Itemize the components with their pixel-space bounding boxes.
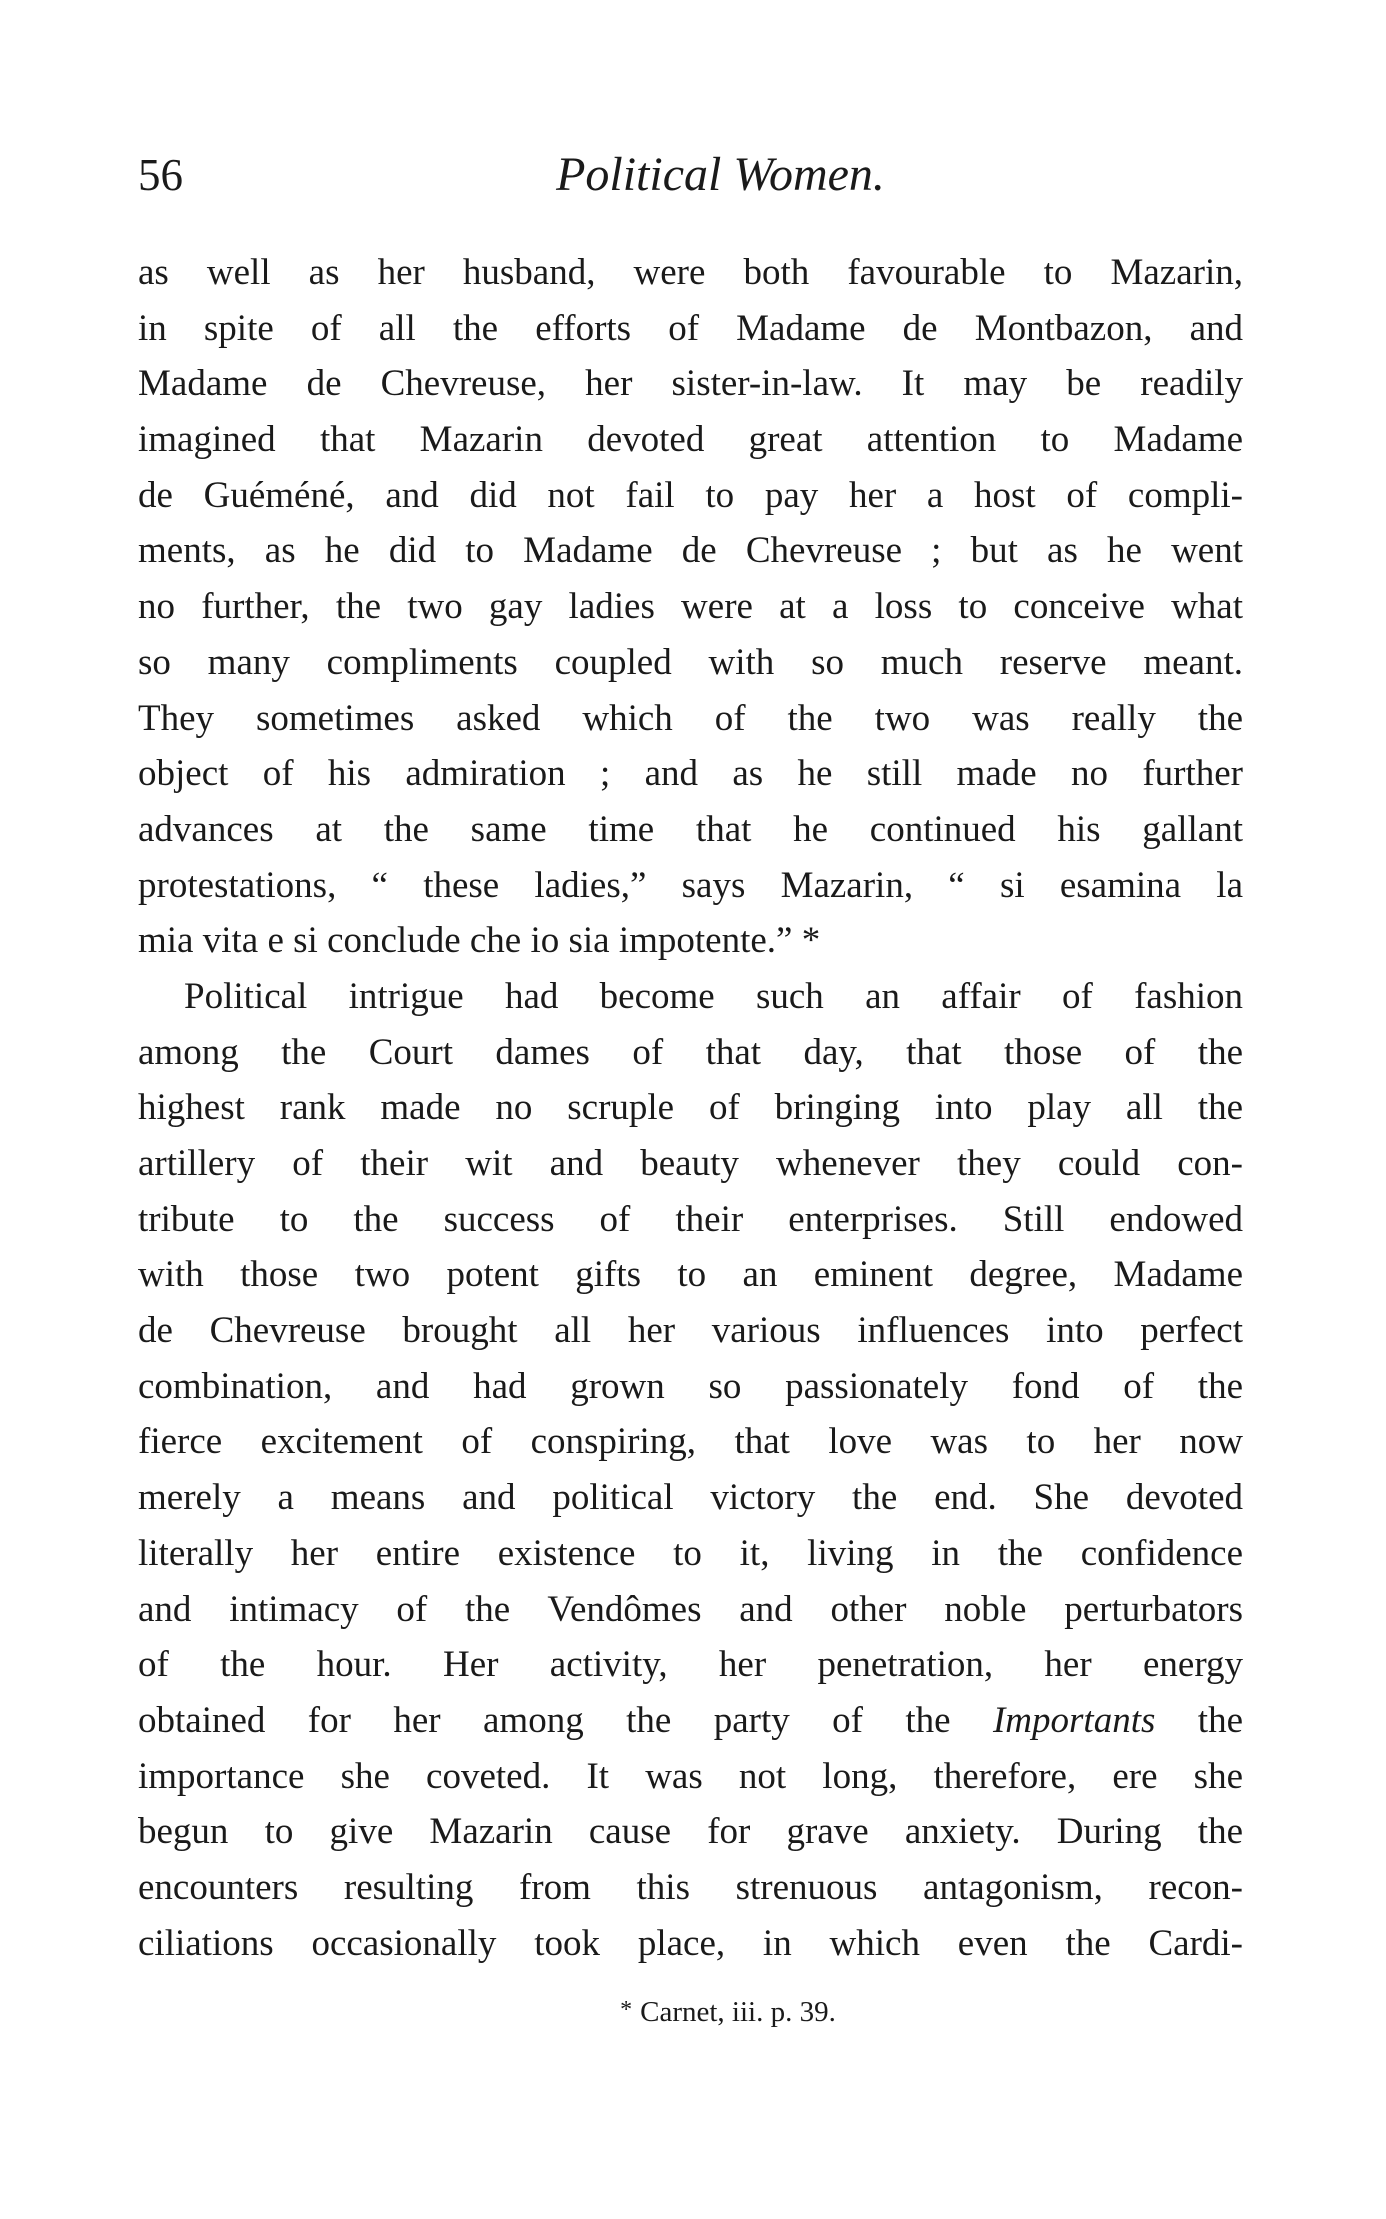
text-line: no further, the two gay ladies were at a loss to conceive what <box>138 586 1243 628</box>
text-segment: the <box>1197 1699 1243 1741</box>
text-segment: obtained for her among the party of the <box>138 1699 951 1741</box>
text-line: encounters resulting from this strenuous antagonism, recon- <box>138 1866 1243 1908</box>
running-title: Political Women. <box>556 148 885 201</box>
text-line: merely a means and political victory the end. She devoted <box>138 1477 1243 1519</box>
text-line: advances at the same time that he continued his gallant <box>138 808 1243 850</box>
italic-term: Importants <box>992 1699 1156 1741</box>
text-line: so many compliments coupled with so much reserve meant. <box>138 641 1243 683</box>
text-line: as well as her husband, were both favourable to Mazarin, <box>138 252 1243 293</box>
text-line: object of his admiration ; and as he still made no further <box>138 753 1243 795</box>
text-line: with those two potent gifts to an eminent degree, Madame <box>138 1254 1243 1296</box>
text-line: ciliations occasionally took place, in which even the Cardi- <box>138 1922 1243 1964</box>
text-line: of the hour. Her activity, her penetration, her energy <box>138 1644 1243 1686</box>
text-line: combination, and had grown so passionately fond of the <box>138 1365 1243 1407</box>
text-line: artillery of their wit and beauty whenever they could con- <box>138 1143 1243 1184</box>
text-line: de Chevreuse brought all her various influences into perfect <box>138 1310 1243 1352</box>
text-line: literally her entire existence to it, living in the confidence <box>138 1532 1243 1574</box>
text-line: de Guéméné, and did not fail to pay her a host of compli- <box>138 474 1243 516</box>
text-line: importance she coveted. It was not long, therefore, ere she <box>138 1755 1243 1797</box>
page-header <box>138 145 1243 205</box>
footnote-text: Carnet, iii. p. 39. <box>640 1996 836 2028</box>
text-line: tribute to the success of their enterprises. Still endowed <box>138 1198 1243 1240</box>
page-number: 56 <box>138 150 183 200</box>
text-line: fierce excitement of conspiring, that love was to her now <box>138 1421 1243 1463</box>
text-line: Madame de Chevreuse, her sister-in-law. It may be readily <box>138 363 1243 405</box>
text-line: mia vita e si conclude che io sia impotente.” * <box>138 920 821 962</box>
text-line-with-italic <box>138 1693 1243 1749</box>
body-text <box>138 245 1243 1971</box>
text-line: in spite of all the efforts of Madame de Montbazon, and <box>138 307 1243 349</box>
text-line: protestations, “ these ladies,” says Mazarin, “ si esamina la <box>138 864 1243 906</box>
text-line: among the Court dames of that day, that those of the <box>138 1031 1243 1073</box>
text-line: They sometimes asked which of the two was really the <box>138 697 1243 739</box>
footnote-mark: * <box>620 1997 633 2023</box>
text-line: Political intrigue had become such an affair of fashion <box>184 975 1243 1017</box>
text-line: begun to give Mazarin cause for grave anxiety. During the <box>138 1811 1243 1853</box>
text-line: and intimacy of the Vendômes and other noble perturbators <box>138 1588 1243 1630</box>
text-line: highest rank made no scruple of bringing into play all the <box>138 1087 1243 1129</box>
footnote <box>0 1990 1386 2032</box>
text-line: ments, as he did to Madame de Chevreuse ; but as he went <box>138 530 1243 572</box>
text-line: imagined that Mazarin devoted great attention to Madame <box>138 419 1243 461</box>
